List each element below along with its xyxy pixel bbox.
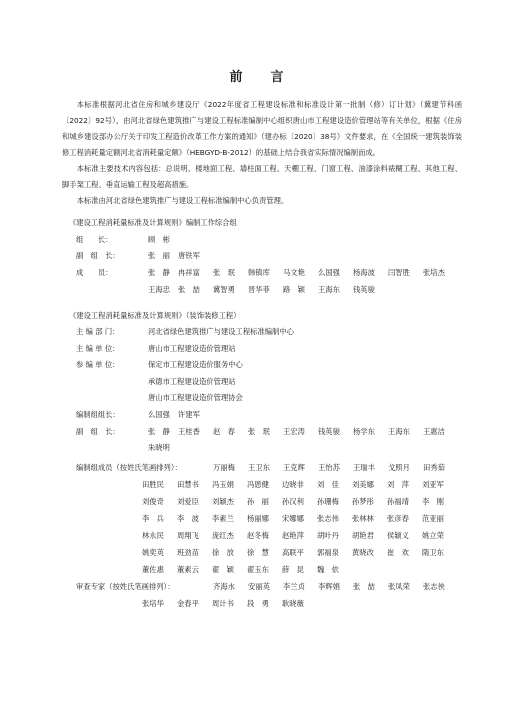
person-name: 赵冬梅 [247,531,269,540]
person-name: 张 丽 [148,251,170,260]
title-char-1: 前 [229,70,245,85]
person-name: 钱英骏 [353,285,375,294]
person-name: 张培华 [142,599,164,608]
person-name: 王惠洁 [423,427,445,436]
person-name: 冀智勇 [213,285,235,294]
person-name: 路 颖 [283,285,305,294]
group2-members-label: 编制组成员（按姓氏笔画排列）： [76,463,182,472]
person-name: 晋华菲 [248,285,270,294]
person-name: 赵艳萍 [282,531,304,540]
person-name: 孙福靖 [387,497,409,506]
person-name: 王海东 [318,285,340,294]
group1-leader-label: 组 长： [76,235,113,244]
person-name: 董佐惠 [142,565,164,574]
person-name: 翟 颖 [212,565,234,574]
person-name: 戈照月 [388,463,410,472]
person-name: 张 静 [148,427,170,436]
person-name: 边晓非 [282,480,304,489]
person-name: 王桂香 [178,427,200,436]
person-name: 周计书 [212,599,234,608]
person-name: 郭福泉 [317,548,339,557]
person-name: 齐海水 [213,582,235,591]
person-name: 侯颖义 [387,531,409,540]
person-name: 段 勇 [247,599,269,608]
person-name: 田慧书 [177,480,199,489]
person-name: 黄晓改 [352,548,374,557]
person-name: 安丽英 [248,582,270,591]
person-name: 王宏涛 [283,427,305,436]
person-name: 张彦春 [387,514,409,523]
chief-org-label: 主 编 单 位： [76,344,120,353]
person-name: 唐铁军 [178,251,200,260]
person-name: 李素兰 [212,514,234,523]
group2-vice-label: 副 组 长： [76,427,120,436]
person-name: 孙珊梅 [317,497,339,506]
person-name: 孙 丽 [247,497,269,506]
person-name: 李辉娟 [318,582,340,591]
page-title [0,66,515,85]
person-name: 冯恩健 [247,480,269,489]
person-name: 魏 依 [317,565,339,574]
person-name: 刘俊奇 [142,497,164,506]
person-name: 姚立荣 [422,531,444,540]
person-name: 马文艳 [283,268,305,277]
person-name: 冯玉娟 [212,480,234,489]
person-name: 耿晓薇 [282,599,304,608]
person-name: 胡叶丹 [317,531,339,540]
person-name: 林永民 [142,531,164,540]
person-name: 张林林 [352,514,374,523]
person-name: 周翔飞 [177,531,199,540]
person-name: 孙汉利 [282,497,304,506]
person-name: 翟玉东 [247,565,269,574]
person-name: 么国强 [148,410,170,419]
person-name: 杨丽娜 [247,514,269,523]
person-name: 刘 萍 [387,480,409,489]
person-name: 冉祥富 [178,268,200,277]
chief-org-value: 唐山市工程建设造价管理站 [148,344,236,353]
person-name: 隋卫东 [422,548,444,557]
participating-org: 承德市工程建设造价管理站 [148,377,236,386]
group1-members-label: 成 员： [76,268,113,277]
person-name: 徐 放 [212,548,234,557]
person-name: 闫智胜 [388,268,410,277]
group1-heading: 《建设工程消耗量标准及计算规则》编制工作综合组 [69,218,237,227]
person-name: 张 静 [148,268,170,277]
person-name: 李兰贞 [283,582,305,591]
person-name: 朱晓明 [148,443,170,452]
person-name: 宋娜娜 [282,514,304,523]
person-name: 李 波 [177,514,199,523]
person-name: 王海忠 [148,285,170,294]
person-name: 许建军 [178,410,200,419]
person-name: 徐 慧 [247,548,269,557]
review-label: 审查专家（按姓氏笔画排列）： [76,582,175,591]
person-name: 杨海波 [353,268,375,277]
person-name: 王怡苏 [318,463,340,472]
person-name: 高联平 [282,548,304,557]
chief-unit-value: 河北省绿色建筑推广与建设工程标准编制中心 [148,327,294,336]
person-name: 刘 佳 [317,480,339,489]
person-name: 张志侠 [423,582,445,591]
preface-paragraph-3: 本标准由河北省绿色建筑推广与建设工程标准编制中心负责管理。 [76,196,289,205]
person-name: 张培杰 [423,268,445,277]
person-name: 赵 春 [213,427,235,436]
person-name: 王瑞丰 [353,463,375,472]
person-name: 姚奕英 [142,548,164,557]
person-name: 李 兵 [142,514,164,523]
participating-org-label: 参 编 单 位： [76,360,120,369]
person-name: 刘亚军 [422,480,444,489]
participating-org: 唐山市工程建设造价管理协会 [148,393,243,402]
person-name: 杨学东 [353,427,375,436]
title-char-2: 言 [270,70,286,85]
person-name: 张 珉 [248,427,270,436]
person-name: 崔 欢 [387,548,409,557]
person-name: 张 珉 [213,268,235,277]
person-name: 王卫东 [248,463,270,472]
person-name: 张志伟 [317,514,339,523]
person-name: 孙梦彤 [352,497,374,506]
person-name: 董素云 [177,565,199,574]
person-name: 范亚丽 [422,514,444,523]
person-name: 李 刚 [422,497,444,506]
person-name: 韩镇库 [248,268,270,277]
person-name: 庞红杰 [212,531,234,540]
person-name: 王克辉 [283,463,305,472]
person-name: 刘美娜 [352,480,374,489]
group2-leader-label: 编制组组长： [76,410,120,419]
person-name: 刘爱臣 [177,497,199,506]
person-name: 张凤荣 [388,582,410,591]
preface-paragraph-2: 本标准主要技术内容包括：总说明、楼地面工程、墙柱面工程、天棚工程、门窗工程、油漆涂料裱糊工程、其他工程、脚手架工程、垂直运输工程及超高措施。 [62,164,462,189]
person-name: 田秀茹 [423,463,445,472]
person-name: 王海东 [388,427,410,436]
person-name: 薛 昆 [282,565,304,574]
preface-paragraph-1: 本标准根据河北省住房和城乡建设厅《2022年度省工程建设标准和标准设计第一批制（修）订计划》（冀建节科函〔2022〕92号），由河北省绿色建筑推广与建设工程标准编制中心组织唐山市工程建设造价管理站等有关单位，根据《住房和城乡建设部办公厅关于印发工程造价改革工作方案的通知》（建办标〔2020〕38号）文件要求，在《全国统一建筑装饰装修工程消耗量定额河北省消耗量定额》（HEBGYD-B-2012）的基础上结合我省实际情况编制而成。 [62,100,462,157]
person-name: 刘颖杰 [212,497,234,506]
preface-body [62,97,462,209]
group1-vice-label: 副 组 长： [76,251,120,260]
person-name: 金春平 [177,599,199,608]
person-name: 班劲苗 [177,548,199,557]
person-name: 万丽梅 [213,463,235,472]
participating-org: 保定市工程建设造价服务中心 [148,360,243,369]
person-name: 顾 彬 [148,235,170,244]
person-name: 么国强 [318,268,340,277]
person-name: 钱英骏 [318,427,340,436]
person-name: 张 喆 [178,285,200,294]
person-name: 胡艳君 [352,531,374,540]
group2-heading: 《建设工程消耗量标准及计算规则》（装饰装修工程） [69,311,241,320]
person-name: 张 喆 [353,582,375,591]
person-name: 田胜民 [142,480,164,489]
chief-unit-label: 主 编 部 门： [76,327,120,336]
